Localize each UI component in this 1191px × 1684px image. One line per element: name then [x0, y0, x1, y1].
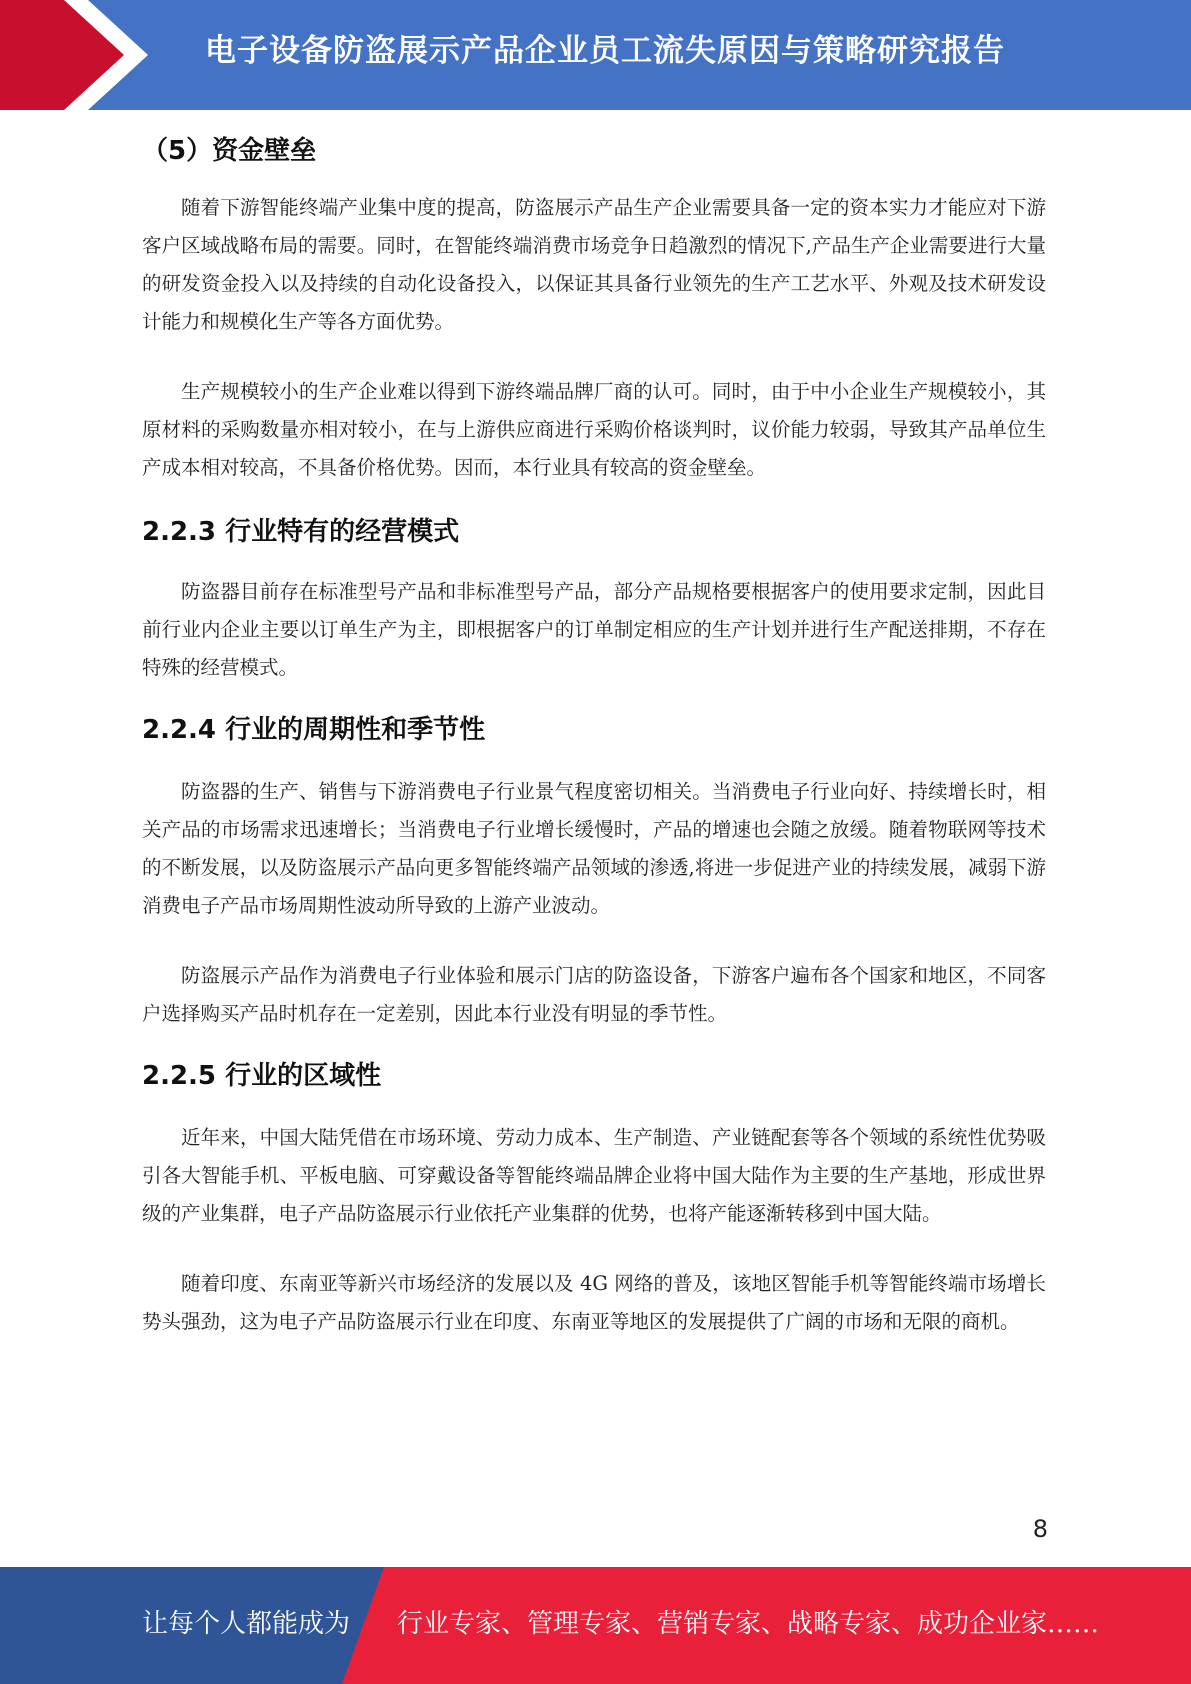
body-paragraph: 防盗展示产品作为消费电子行业体验和展示门店的防盗设备，下游客户遍布各个国家和地区，不同客户选择购买产品时机存在一定差别，因此本行业没有明显的季节性。 [142, 964, 1046, 1025]
section-heading: 2.2.3 行业特有的经营模式 [142, 517, 460, 547]
section-heading: 2.2.5 行业的区域性 [142, 1061, 382, 1091]
section-heading: （5）资金壁垒 [142, 136, 317, 166]
page-number: 8 [1032, 1515, 1048, 1543]
body-paragraph: 生产规模较小的生产企业难以得到下游终端品牌厂商的认可。同时，由于中小企业生产规模较小，其原材料的采购数量亦相对较小，在与上游供应商进行采购价格谈判时，议价能力较弱，导致其产品单位生产成本相对较高，不具备价格优势。因而，本行业具有较高的资金壁垒。 [142, 380, 1046, 479]
footer-slogan-right: 行业专家、管理专家、营销专家、战略专家、成功企业家…… [397, 1609, 1100, 1639]
section-heading: 2.2.4 行业的周期性和季节性 [142, 715, 486, 745]
body-paragraph: 随着下游智能终端产业集中度的提高，防盗展示产品生产企业需要具备一定的资本实力才能应对下游客户区域战略布局的需要。同时，在智能终端消费市场竞争日趋激烈的情况下,产品生产企业需要进行大量的研发资金投入以及持续的自动化设备投入，以保证其具备行业领先的生产工艺水平、外观及技术研发设计能力和规模化生产等各方面优势。 [142, 196, 1046, 333]
header-title: 电子设备防盗展示产品企业员工流失原因与策略研究报告 [205, 33, 1005, 69]
body-paragraph: 防盗器目前存在标准型号产品和非标准型号产品，部分产品规格要根据客户的使用要求定制，因此目前行业内企业主要以订单生产为主，即根据客户的订单制定相应的生产计划并进行生产配送排期，不存在特殊的经营模式。 [142, 580, 1046, 679]
footer-slogan-left: 让每个人都能成为 [142, 1609, 351, 1639]
main-content [142, 128, 1046, 1341]
page-footer [0, 1567, 1191, 1684]
page-header [0, 0, 1191, 110]
body-paragraph: 防盗器的生产、销售与下游消费电子行业景气程度密切相关。当消费电子行业向好、持续增长时，相关产品的市场需求迅速增长；当消费电子行业增长缓慢时，产品的增速也会随之放缓。随着物联网等技术的不断发展，以及防盗展示产品向更多智能终端产品领域的渗透,将进一步促进产业的持续发展，减弱下游消费电子产品市场周期性波动所导致的上游产业波动。 [142, 780, 1046, 917]
body-paragraph: 随着印度、东南亚等新兴市场经济的发展以及 4G 网络的普及，该地区智能手机等智能终端市场增长势头强劲，这为电子产品防盗展示行业在印度、东南亚等地区的发展提供了广阔的市场和无限的商机。 [142, 1272, 1046, 1333]
body-paragraph: 近年来，中国大陆凭借在市场环境、劳动力成本、生产制造、产业链配套等各个领域的系统性优势吸引各大智能手机、平板电脑、可穿戴设备等智能终端品牌企业将中国大陆作为主要的生产基地，形成世界级的产业集群，电子产品防盗展示行业依托产业集群的优势，也将产能逐渐转移到中国大陆。 [142, 1126, 1046, 1225]
